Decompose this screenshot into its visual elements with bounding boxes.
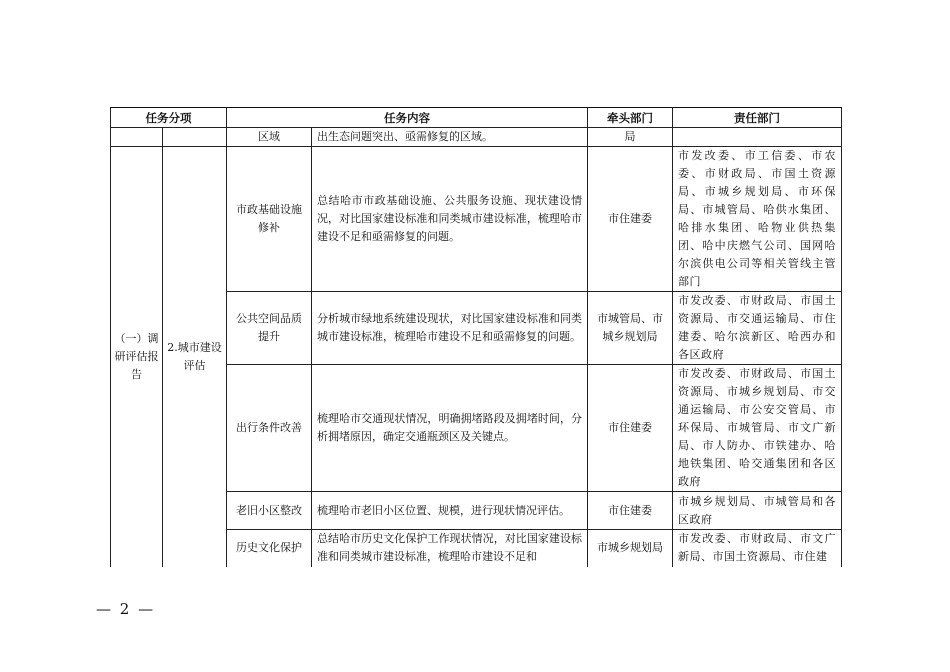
cont-cell-empty-2	[163, 128, 227, 147]
row-lead: 市城管局、市城乡规划局	[588, 292, 673, 365]
row-item: 老旧小区整改	[227, 492, 312, 530]
cont-lead: 局	[588, 128, 673, 147]
row-responsible: 市发改委、市工信委、市农委、市财政局、市国土资源局、市城乡规划局、市环保局、市城管局、哈供水集团、哈排水集团、哈物业供热集团、哈中庆燃气公司、国网哈尔滨供电公司等相关管线主管部门	[673, 147, 842, 292]
row-responsible: 市发改委、市财政局、市国土资源局、市城乡规划局、市交通运输局、市公安交管局、市环保局、市城管局、市文广新局、市人防办、市铁建办、哈地铁集团、哈交通集团和各区政府	[673, 365, 842, 492]
header-responsible: 责任部门	[673, 108, 842, 128]
header-content: 任务内容	[227, 108, 588, 128]
row-item: 公共空间品质提升	[227, 292, 312, 365]
row-lead: 市住建委	[588, 147, 673, 292]
row-responsible: 市发改委、市财政局、市国土资源局、市交通运输局、市住建委、哈尔滨新区、哈西办和各区政府	[673, 292, 842, 365]
header-category: 任务分项	[111, 108, 227, 128]
cont-content: 出生态问题突出、亟需修复的区域。	[312, 128, 588, 147]
row-content: 梳理哈市老旧小区位置、规模，进行现状情况评估。	[312, 492, 588, 530]
row-item: 历史文化保护	[227, 530, 312, 567]
row-item: 出行条件改善	[227, 365, 312, 492]
row-content: 总结哈市历史文化保护工作现状情况，对比国家建设标准和同类城市建设标准，梳理哈市建设不足和	[312, 530, 588, 567]
cont-responsible	[673, 128, 842, 147]
cont-cell-empty-1	[111, 128, 163, 147]
row-content: 总结哈市市政基础设施、公共服务设施、现状建设情况，对比国家建设标准和同类城市建设标准，梳理哈市建设不足和亟需修复的问题。	[312, 147, 588, 292]
row-lead: 市城乡规划局	[588, 530, 673, 567]
row-lead: 市住建委	[588, 492, 673, 530]
row-lead: 市住建委	[588, 365, 673, 492]
table-header-row	[111, 108, 842, 128]
continuation-row	[111, 128, 842, 147]
row-item: 市政基础设施修补	[227, 147, 312, 292]
task-table	[110, 107, 842, 567]
page-number: — 2 —	[96, 600, 156, 618]
row-responsible: 市发改委、市财政局、市文广新局、市国土资源局、市住建	[673, 530, 842, 567]
header-lead: 牵头部门	[588, 108, 673, 128]
row-content: 梳理哈市交通现状情况，明确拥堵路段及拥堵时间，分析拥堵原因，确定交通瓶颈区及关键点。	[312, 365, 588, 492]
section-label: （一）调研评估报告	[111, 147, 163, 567]
table-row	[111, 147, 842, 292]
subsection-label: 2.城市建设评估	[163, 147, 227, 567]
cont-item: 区域	[227, 128, 312, 147]
row-content: 分析城市绿地系统建设现状，对比国家建设标准和同类城市建设标准，梳理哈市建设不足和亟需修复的问题。	[312, 292, 588, 365]
row-responsible: 市城乡规划局、市城管局和各区政府	[673, 492, 842, 530]
